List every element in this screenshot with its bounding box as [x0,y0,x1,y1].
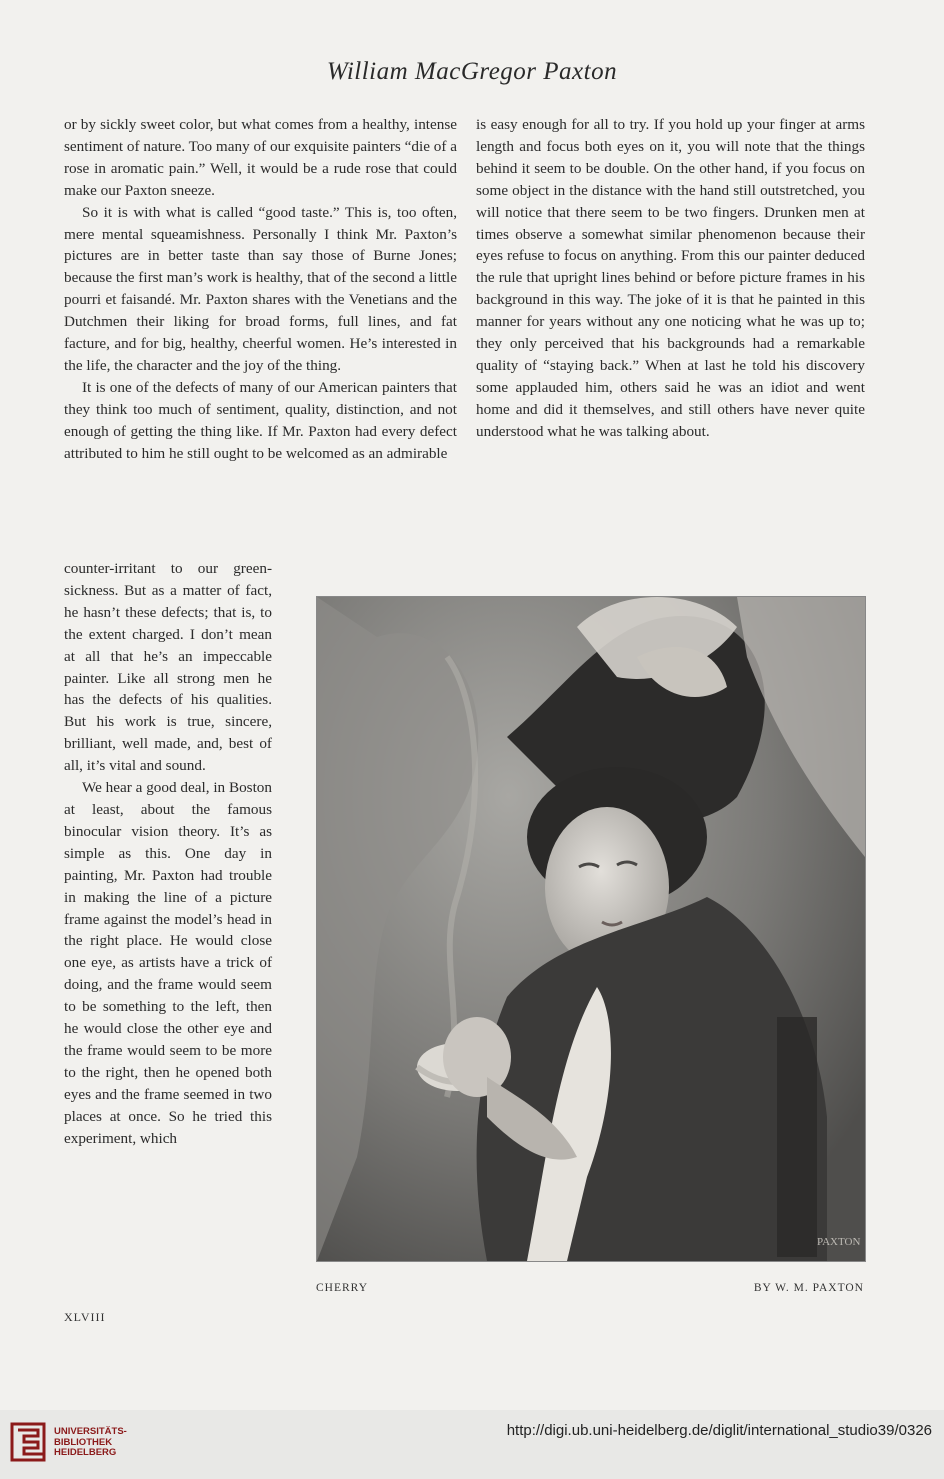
university-library-logo-icon [10,1420,46,1464]
library-line: BIBLIOTHEK [54,1436,113,1448]
paragraph: So it is with what is called “good taste.” This is, too often, mere mental squeamishness. Personally I think Mr. Paxton’s pictures are in better taste than say those of Burne Jones; because the first man’s work is healthy, that of the second a little pourri et faisandé. Mr. Paxton shares with the Venetians and the Dutchmen their liking for broad forms, full lines, and fat facture, and for big, healthy, cheerful women. He’s interested in the life, the character and the joy of the thing. [64,203,457,374]
plate-caption-title: CHERRY [316,1282,369,1294]
page-folio: XLVIII [64,1310,106,1324]
paragraph: We hear a good deal, in Boston at least, about the famous binocular vision theory. It’s as simple as this. One day in painting, Mr. Paxton had trouble in making the line of a picture frame against the model’s head in the right place. He would close one eye, as artists have a trick of doing, and the frame would seem to be something to the left, then he would close the other eye and the frame would seem to be more to the right, then he opened both eyes and the frame seemed in two places at once. So he tried this experiment, which [64,779,272,1147]
paragraph: is easy enough for all to try. If you hold up your finger at arms length and focus both eyes on it, you will note that the things behind it seem to be double. On the other hand, if you focus on some object in the distance with the hand still outstretched, you will notice that there seem to be two fingers. Drunken men at times observe a somewhat similar phenomenon because their eyes refuse to focus on anything. From this our painter deduced the rule that upright lines behind or before picture frames in his background in this way. The joke of it is that he painted in this manner for years without any one noticing what he was up to; they only perceived that his backgrounds had a remarkable quality of “staying back.” When at last he told his discovery some applauded him, others said he was an idiot and went home and did it themselves, and still others have never quite understood what he was talking about. [476,116,865,440]
paragraph: counter-irritant to our green-sickness. But as a matter of fact, he hasn’t these defects; that is, to the extent charged. I don’t mean at all that he’s an impeccable painter. Like all strong men he has the defects of his qualities. But his work is true, sincere, brilliant, well made, and, best of all, it’s vital and sound. [64,560,272,775]
source-url-link[interactable]: http://digi.ub.uni-heidelberg.de/diglit/international_studio39/0326 [506,1422,932,1439]
paragraph: It is one of the defects of many of our American painters that they think too much of sentiment, quality, distinction, and not enough of getting the thing like. If Mr. Paxton had every defect attributed to him he still ought to be welcomed as an admirable [64,378,457,462]
library-name [54,1427,127,1459]
painting-signature: PAXTON [817,1236,861,1248]
left-column-top [64,114,457,465]
left-column-narrow [64,558,272,1149]
right-column [476,114,865,443]
library-footer [0,1410,944,1479]
library-line: UNIVERSITÄTS- [54,1426,127,1437]
portrait-plate [316,596,866,1262]
portrait-illustration [317,597,865,1261]
plate-caption-artist: BY W. M. PAXTON [753,1282,864,1294]
library-line: HEIDELBERG [54,1447,117,1458]
running-title: William MacGregor Paxton [326,58,618,85]
paragraph: or by sickly sweet color, but what comes from a healthy, intense sentiment of nature. Too many of our exquisite painters “die of a rose in aromatic pain.” Well, it would be a rude rose that could make our Paxton sneeze. [64,116,457,199]
